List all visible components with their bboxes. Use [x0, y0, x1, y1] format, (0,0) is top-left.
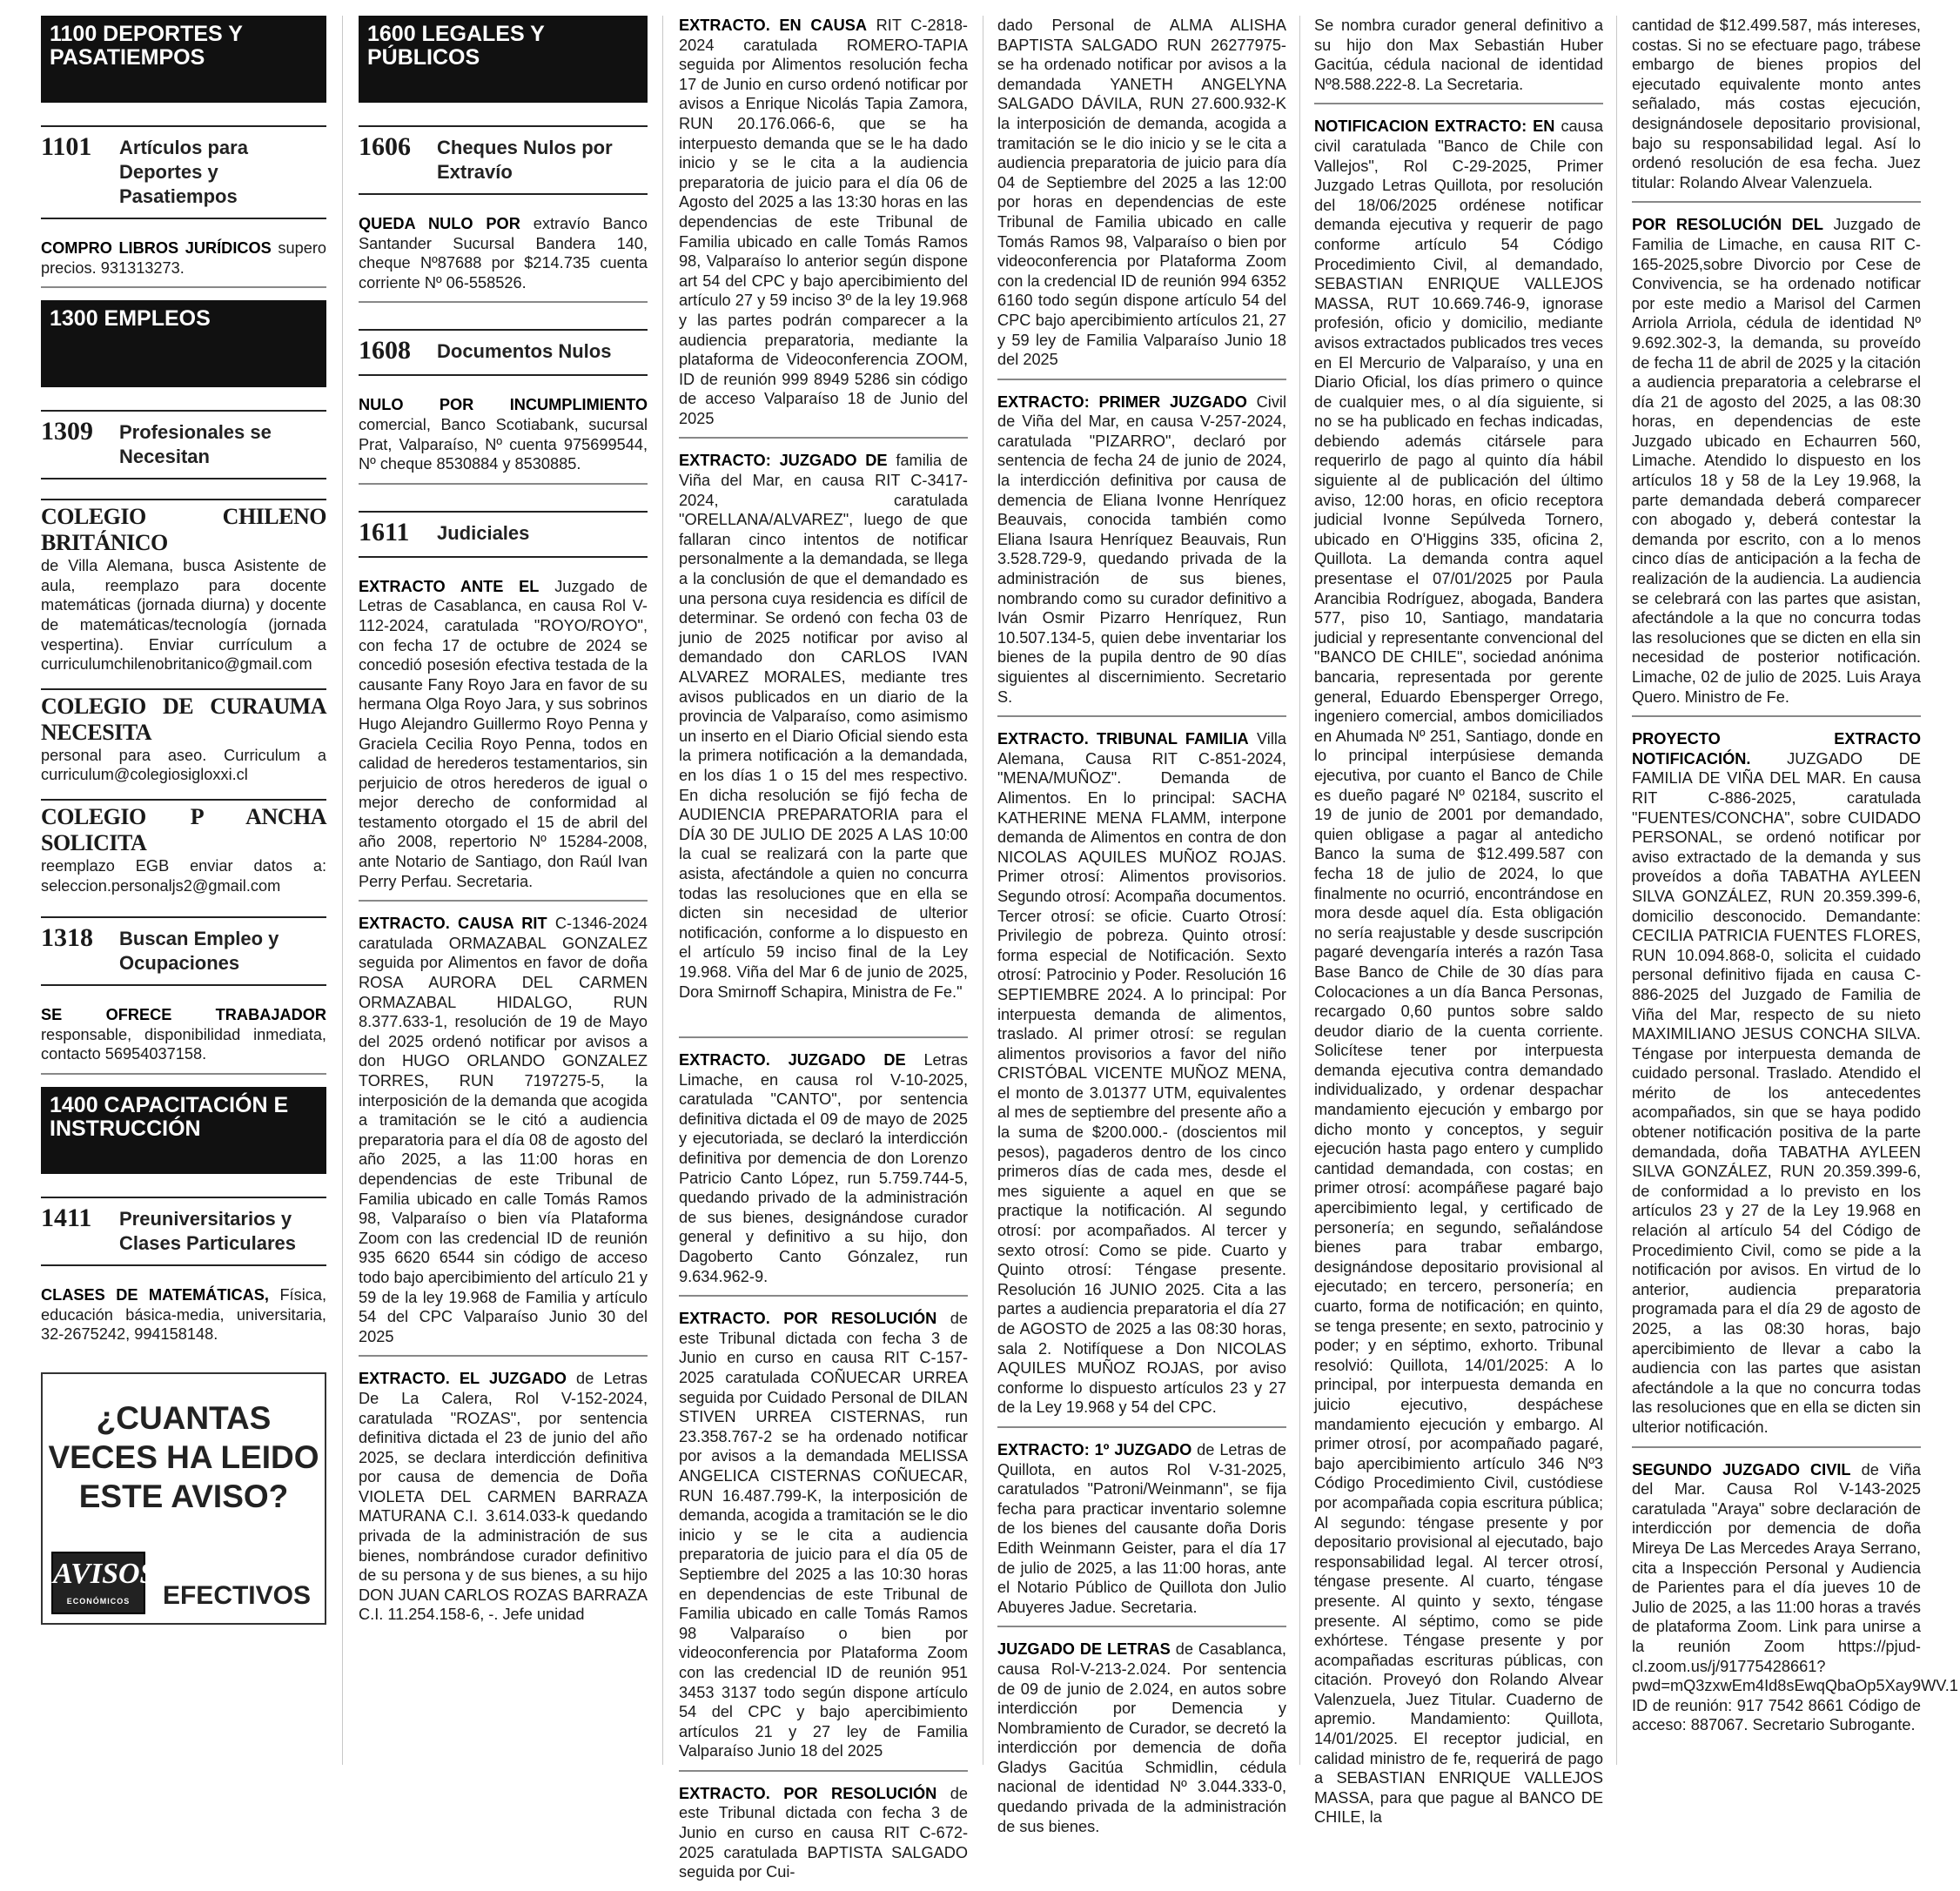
- ad-body: Civil de Viña del Mar, en causa V-257-2024, caratulada "PIZARRO", declaró por sentencia de fecha 24 de junio de 2024, la interdicción definitiva por causa de demencia de Eliana Ivonne Henríquez Beauvais, conocida también como Eliana Isaura Henríquez Beauvais, Run 3.528.729-9, quedando privada de la administración de sus bienes, nombrando como su curador definitivo a Iván Osmir Pizarro Henríquez, Run 10.507.134-5, quien debe inventariar los bienes de la pupila dentro de 90 días siguientes al discernimiento. Secretario S.: [997, 392, 1286, 706]
- subsection-label: Profesionales se Necesitan: [119, 421, 272, 468]
- classified-ad: [997, 729, 1286, 1428]
- ad-body: de este Tribunal dictada con fecha 3 de Junio en curso en causa RIT C-672-2025 caratulada BAPTISTA SALGADO seguida por Cui-: [679, 1784, 968, 1881]
- section-title: 1300 EMPLEOS: [50, 306, 211, 332]
- ad-lead: EXTRACTO. EN CAUSA: [679, 17, 867, 34]
- classified-ad: [679, 1050, 968, 1297]
- subsection-1309: [41, 410, 326, 479]
- ad-body: causa civil caratulada "Banco de Chile con Vallejos", Rol C-29-2025, Primer Juzgado Letras Quillota, por resolución del 18/06/2025 ordénese notificar demanda ejecutiva y requerir de pago conforme artículo 54 Código Procedimiento Civil, al demandado, SEBASTIAN ENRIQUE VALLEJOS MASSA, RUT 10.669.746-9, ignorase profesión, oficio y domicilio, mediante avisos extractados publicados tres veces en El Mercurio de Valparaíso, y una en Diario Oficial, los días primero o quince de cualquier mes, o al día siguiente, si no se ha publicado en fechas indicadas, debiendo además citársele para requerirlo de pago al quinto día hábil siguiente al de publicación del último aviso, 12:00 horas, en oficio receptora judicial Ivonne Sepúlveda Tornero, ubicado en O'Higgins 335, oficina 2, Quillota. La demanda contra aquel presentase el 07/01/2025 por Paula Arancibia Rodríguez, abogada, Bandera 577, piso 10, Santiago, mandataria judicial y representante convencional del "BANCO DE CHILE", sociedad anónima bancaria, representada por gerente general, Eduardo Ebensperger Orrego, ingeniero comercial, ambos domiciliados en Ahumada Nº 251, Santiago, donde en lo principal interpúsiese demanda ejecutiva, por cuanto el Banco de Chile es dueño pagaré Nº 02184, suscrito el 19 de junio de 2001 por demandado, quien obligase a pagar al antedicho Banco la suma de $12.499.587 con fecha 18 de julio de 2024, lo que finalmente no ocurrió, encontrándose en mora desde aquel día. Esta obligación no sería reajustable y desde suscripción pagaré devengaría interés a razón Tasa Base Banco de Chile de 30 días para Colocaciones a un día Banca Personas, recargado 0,60 puntos sobre saldo deudor diario de la cuenta corriente. Solicítese tener por interpuesta demanda ejecutiva contra demandado individualizado, y ordenar despachar mandamiento ejecución y embargo por dicho monto y conceptos, y seguir ejecución hasta pago entero y cumplido cantidad demandada, con costas; en primer otrosí: acompáñese pagaré bajo apercibimiento legal, y certificado de personería; en segundo, señalándose bienes para trabar embargo, designándose depositario provisional al ejecutado; en tercero, personería; en cuarto, forma de notificación; en quinto, se tenga presente; en sexto, patrocinio y poder; y en séptimo, exhorto. Tribunal resolvió: Quillota, 14/01/2025: A lo principal, por interpuesta demanda en juicio ejecutivo, despáchese mandamiento ejecución y embargo. Al primer otrosí, por acompañado pagaré, bajo apercibimiento artículo 346 Nº3 Código Procedimiento Civil, custódiese por acompañada copia escritura pública; Al segundo: téngase presente y por depositario provisional al ejecutado, bajo responsabilidad legal. Al tercer otrosí, téngase presente. Al cuarto, téngase presente. Al quinto y sexto, téngase presente. Al séptimo, como se pide exhórtese. Téngase presente y por acompañadas escrituras públicas, con citación. Proveyó don Rolando Alvear Valenzuela, Juez Titular. Cuaderno de apremio. Mandamiento: Quillota, 14/01/2025. El receptor judicial, en calidad ministro de fe, requerirá de pago a SEBASTIAN ENRIQUE VALLEJOS MASSA, para que pague al BANCO DE CHILE, la: [1314, 117, 1603, 1827]
- classified-ad: [679, 451, 968, 1038]
- classified-ad: [41, 688, 326, 794]
- classified-ad: [1632, 215, 1921, 717]
- ad-lead: NULO POR INCUMPLIMIENTO: [359, 396, 648, 414]
- classified-ad: [997, 392, 1286, 718]
- section-title: 1600 LEGALES Y PÚBLICOS: [367, 22, 545, 70]
- ad-body: familia de Viña del Mar, en causa RIT C-3417-2024, caratulada "ORELLANA/ALVAREZ", luego de que fallaran cinco intentos de notificar personalmente a la demandada, se llega a la conclusión de que el demandado es una persona cuya residencia es difícil de determinar. Se ordenó con fecha 03 de junio de 2025 notificar por aviso al demandado don CARLOS IVAN ALVAREZ MORALES, mediante tres avisos publicados en un diario de la provincia de Valparaíso, como asimismo un inserto en el Diario Oficial siendo esta la primera notificación a la demandada, en los días 1 o 15 del mes respectivo. En dicha resolución se fijó fecha de AUDIENCIA PREPARATORIA para el DÍA 30 DE JULIO DE 2025 A LAS 10:00 la cual se realizará con la parte que asista, afectándole a quien no concurra todas las resoluciones que en ella se dicten sin necesidad de ulterior notificación, conforme a lo dispuesto en el artículo 59 inciso final de la Ley 19.968. Viña del Mar 6 de junio de 2025, Dora Smirnoff Schapira, Ministra de Fe.": [679, 452, 968, 1001]
- column-6: [1632, 16, 1958, 1765]
- subsection-number: 1606: [359, 132, 411, 161]
- ad-lead: EXTRACTO: PRIMER JUZGADO: [997, 392, 1247, 411]
- subsection-1611: [359, 511, 648, 558]
- subsection-1318: [41, 916, 326, 986]
- logo-text: AVISOS: [53, 1557, 157, 1590]
- subsection-label: Buscan Empleo y Ocupaciones: [119, 928, 279, 975]
- ad-lead: EXTRACTO. JUZGADO DE: [679, 1051, 906, 1070]
- ad-body: RIT C-2818-2024 caratulada ROMERO-TAPIA seguida por Alimentos resolución fecha 17 de Junio en curso ordenó notificar por avisos a Enrique Nicolás Tapia Zamora, RUN 20.176.066-6, que se ha interpuesto demanda que se le ha dado inicio y se le cita a la audiencia preparatoria de juicio para el día 06 de Agosto del 2025 a las 13:30 horas en las dependencias de este Tribunal de Familia ubicado en calle Tomás Ramos 98, Valparaíso lo anterior según dispone art 54 del CPC y bajo apercibimiento del artículo 27 y 59 inciso 3º de la ley 19.968 y las partes podrán comparecer a la audiencia preparatoria, mediante la plataforma de Videoconferencia ZOOM, ID de reunión 999 8949 5286 sin código de acceso Valparaíso 18 de Junio del 2025: [679, 17, 968, 427]
- subsection-1101: [41, 125, 326, 219]
- subsection-label: Cheques Nulos por Extravío: [437, 137, 613, 183]
- ad-body: de Letras de Quillota, en autos Rol V-31-2025, caratulados "Patroni/Weinmann", se fija fecha para practicar inventario solemne de los bienes del causante doña Doris Edith Weinmann Geister, para el día 17 de julio de 2025, a las 11:00 horas, ante el Notario Público de Quillota don Julio Abuyeres Jadue. Secretaria.: [997, 1440, 1287, 1616]
- ad-body: supero precios. 931313273.: [41, 239, 326, 277]
- subsection-number: 1411: [41, 1203, 92, 1232]
- ad-body: de Viña del Mar. Causa Rol V-143-2025 caratulada "Araya" sobre declaración de interdicción por demencia de doña Mireya De Las Mercedes Araya Serrano, cita a Inspección Personal y Audiencia de Parientes para el día jueves 10 de Julio de 2025, a las 11:00 horas a través de plataforma Zoom. Link para unirse a la reunión Zoom https://pjud-cl.zoom.us/j/91775428661?pwd=mQ3zxwEm4Id8sEwqQbaOp5Xay9WV.1 ID de reunión: 917 7542 8661 Código de acceso: 887067. Secretario Subrogante.: [1632, 1460, 1958, 1734]
- column-5: [1314, 16, 1603, 1827]
- subsection-number: 1608: [359, 336, 411, 365]
- ad-body: Se nombra curador general definitivo a su hijo don Max Sebastián Huber Gacitúa, cédula nacional de identidad Nº8.588.222-8. La Secretaria.: [1314, 17, 1603, 93]
- subsection-1606: [359, 125, 648, 195]
- promo-box: [41, 1372, 326, 1625]
- ad-lead: EXTRACTO: JUZGADO DE: [679, 452, 888, 470]
- ad-lead: COMPRO LIBROS JURÍDICOS: [41, 239, 272, 257]
- logo-subtext: ECONÓMICOS: [66, 1596, 131, 1606]
- subsection-number: 1309: [41, 417, 93, 446]
- ad-body: C-1346-2024 caratulada ORMAZABAL GONZALEZ seguida por Alimentos en favor de doña ROSA AURORA DEL CARMEN ORMAZABAL HIDALGO, RUN 8.377.633-1, resolución de 19 de Mayo del 2025 ordenó notificar por avisos a don HUGO ORLANDO GONZALEZ TORRES, RUN 7197275-5, la interposición de la demanda que acogida a tramitación se le citó a audiencia preparatoria para el día 08 de agosto del año 2025, a las 11:00 horas en dependencias de este Tribunal de Familia ubicado en calle Tomás Ramos 98, Valparaíso o bien vía Plataforma Zoom con las credencial ID de reunión 935 6620 6544 sin código de acceso todo bajo apercibimiento del artículo 21 y 59 de la ley 19.968 de Familia y artículo 54 del CPC Valparaíso Junio 30 del 2025: [359, 915, 648, 1345]
- ad-lead: EXTRACTO. POR RESOLUCIÓN: [679, 1784, 937, 1802]
- ad-lead: EXTRACTO ANTE EL: [359, 577, 540, 595]
- subsection-label: Documentos Nulos: [437, 340, 612, 363]
- section-header-1600: [359, 16, 648, 103]
- classified-ad: [997, 1640, 1286, 1845]
- ad-lead: CLASES DE MATEMÁTICAS,: [41, 1285, 269, 1304]
- classified-ad: [41, 799, 326, 904]
- classified-ad: [41, 1285, 326, 1353]
- ad-title: COLEGIO CHILENO BRITÁNICO: [41, 499, 326, 556]
- classified-ad: [41, 1005, 326, 1075]
- classified-ad: [359, 577, 648, 902]
- ad-lead: EXTRACTO. TRIBUNAL FAMILIA: [997, 730, 1249, 748]
- classified-ad: [359, 1369, 648, 1633]
- column-1: [41, 16, 326, 1765]
- avisos-logo: [51, 1552, 157, 1614]
- ad-title: COLEGIO P ANCHA SOLICITA: [41, 799, 326, 856]
- ad-lead: QUEDA NULO POR: [359, 215, 520, 232]
- classified-ad: [1632, 16, 1921, 203]
- classified-ad: [41, 499, 326, 683]
- promo-text: ¿CUANTAS VECES HA LEIDO ESTE AVISO?: [48, 1399, 319, 1514]
- ad-body: cantidad de $12.499.587, más intereses, costas. Si no se efectuare pago, trábese embargo de bienes propios del ejecutado equivalente monto antes señalado, más costas ejecución, designándosele depositario provisional, bajo su responsabilidad legal. Así lo ordenó resolución de esa fecha. Juez titular: Rolando Alvear Valenzuela.: [1632, 17, 1921, 191]
- ad-body: Juzgado de Letras de Casablanca, en causa Rol V-112-2024, caratulada "ROYO/ROYO", con fecha 17 de octubre de 2024 se concedió posesión efectiva testada de la causante Fany Royo Jara en favor de su hermana Olga Royo Jara, y sus sobrinos Hugo Alejandro Guillermo Royo Penna y Graciela Cecilia Royo Penna, todos en calidad de herederos testamentarios, sin perjuicio de otros herederos de igual o mejor derecho de conformidad al testamento otorgado el 15 de abril del año 2008, repertorio Nº 15284-2008, ante Notario de Santiago, don Raúl Ivan Perry Perfau. Secretaria.: [359, 577, 648, 890]
- column-4: [997, 16, 1287, 1835]
- classified-ad: [679, 1309, 968, 1772]
- classified-ad: [359, 395, 648, 484]
- ad-body: Física, educación básica-media, universitaria, 32-2675242, 994158148.: [41, 1285, 326, 1344]
- subsection-1411: [41, 1197, 326, 1266]
- subsection-number: 1101: [41, 132, 92, 161]
- ad-body: dado Personal de ALMA ALISHA BAPTISTA SALGADO RUN 26277975-se ha ordenado notificar por avisos a la demandada YANETH ANGELYNA SALGADO DÁVILA, RUN 27.600.932-K la interposición de demanda, acogida a tramitación se le dio inicio y se le cita a audiencia preparatoria de juicio para día 04 de Septiembre del 2025 a las 12:00 por horas en dependencias de este Tribunal de Familia ubicado en calle Tomás Ramos 98, Valparaíso o bien por videoconferencia por Plataforma Zoom con la credencial ID de reunión 994 6352 6160 todo según dispone artículo 54 del CPC bajo apercibimiento artículos 21, 27 y 59 ley de Familia Valparaíso Junio 18 del 2025: [997, 17, 1286, 369]
- section-title: 1400 CAPACITACIÓN E INSTRUCCIÓN: [50, 1092, 289, 1141]
- ad-body: comercial, Banco Scotiabank, sucursal Prat, Valparaíso, Nº cuenta 975699544, Nº cheque 8530884 y 8530885.: [359, 415, 648, 473]
- classified-ad: [679, 1784, 968, 1891]
- classified-ad: [679, 16, 968, 439]
- column-divider: [342, 16, 343, 1765]
- classified-ad: [1632, 1460, 1958, 1744]
- ad-body: reemplazo EGB enviar datos a: seleccion.personaljs2@gmail.com: [41, 856, 326, 895]
- ad-body: de Letras De La Calera, Rol V-152-2024, caratulada "ROZAS", por sentencia definitiva dictada el 23 de junio del año 2025, se declara interdicción definitiva por causa de demencia de Doña VIOLETA DEL CARMEN BARRAZA MATURANA C.I. 3.614.033-k quedando privada de la administración de sus bienes, nombrándose curador definitivo de su persona y de sus bienes, a su hijo DON JUAN CARLOS ROZAS BARRAZA C.I. 11.254.158-6, -. Jefe unidad: [359, 1370, 648, 1624]
- ad-body: de Casablanca, causa Rol-V-213-2.024. Por sentencia de 09 de junio de 2.024, en autos sobre interdicción por Demencia y Nombramiento de Curador, se decretó la interdicción por demencia de doña Gladys Gacitúa Schmidlin, cédula nacional de identidad Nº 3.044.333-0, quedando privada de la administración de sus bienes.: [997, 1640, 1286, 1835]
- subsection-label: Artículos para Deportes y Pasatiempos: [119, 137, 248, 207]
- ad-lead: NOTIFICACION EXTRACTO: EN: [1314, 117, 1555, 136]
- classified-ad: [997, 16, 1286, 380]
- ad-body: personal para aseo. Curriculum a curriculum@colegiosigloxxi.cl: [41, 746, 326, 784]
- subsection-label: Judiciales: [437, 521, 530, 544]
- classified-ad: [997, 1440, 1286, 1627]
- ad-body: extravío Banco Santander Sucursal Bandera 140, cheque Nº87688 por $214.735 cuenta corriente Nº 06-558526.: [359, 215, 648, 292]
- column-2: [359, 16, 648, 1765]
- classified-ad: [1314, 117, 1603, 1836]
- section-header-1100: [41, 16, 326, 103]
- ad-body: JUZGADO DE FAMILIA DE VIÑA DEL MAR. En causa RIT C-886-2025, caratulada "FUENTES/CONCHA", sobre CUIDADO PERSONAL, se ordenó notificar por aviso extractado de la demanda y sus proveídos a doña TABATHA AYLEEN SILVA GONZÁLEZ, RUN 20.359.399-6, domicilio desconocido. Demandante: CECILIA PATRICIA FUENTES FLORES, RUN 10.094.868-0, solicita el cuidado personal definitivo fijada en causa C-886-2025 del Juzgado de Familia de Viña del Mar, respecto de su nieto MAXIMILIANO JESUS CONCHA SILVA. Téngase por interpuesta demanda de cuidado personal. Traslado. Atendido el mérito de los antecedentes acompañados, sin que se haya podido obtener notificación positiva de la parte demandada, doña TABATHA AYLEEN SILVA GONZÁLEZ, RUN 20.359.399-6, de conformidad a lo previsto en los artículos 23 y 27 de la Ley 19.968 en relación al artículo 54 del Código de Procedimiento Civil, como se pide a la notificación por avisos. En virtud de lo anterior, audiencia preparatoria programada para el día 29 de agosto de 2025, a las 08:30 horas, bajo apercibimiento de llevar a cabo la audiencia con las partes que asistan afectándole a la que no concurra todas las resoluciones que en ella se dicten sin ulterior notificación.: [1632, 749, 1921, 1436]
- classified-ad: [1314, 16, 1603, 104]
- ad-body: Villa Alemana, Causa RIT C-851-2024, "MENA/MUÑOZ". Demanda de Alimentos. En lo principal: SACHA KATHERINE MENA FLAMM, interpone demanda de Alimentos en contra de don NICOLAS AQUILES MUÑOZ ROJAS. Primer otrosí: Alimentos provisorios. Segundo otrosí: Acompaña documentos. Tercer otrosí: se oficie. Cuarto Otrosí: Privilegio de pobreza. Quinto otrosí: forma especial de Notificación. Sexto otrosí: Patrocinio y Poder. Resolución 16 SEPTIEMBRE 2024. A lo principal: Por interpuesta demanda de alimentos, traslado. Al primer otrosí: se regulan alimentos provisorios a favor del niño CRISTÓBAL VICENTE MUÑOZ MENA, el monto de 3.01377 UTM, equivalentes al mes de septiembre del presente año a la suma de $200.000.- (doscientos mil pesos), pagaderos dentro de los cinco primeros días de cada mes, desde el mes siguiente a aquel en que se practique la notificación. Al segundo otrosí: por acompañados. Al tercer y sexto otrosí: Como se pide. Cuarto y Quinto otrosí: Téngase presente. Resolución 16 JUNIO 2025. Cita a las partes a audiencia preparatoria el día 27 de AGOSTO de 2025 a las 08:30 horas, sala 2. Notifíquese a Don NICOLAS AQUILES MUÑOZ ROJAS, por aviso conforme lo dispuesto artículos 23 y 27 de la Ley 19.968 y 54 del CPC.: [997, 730, 1287, 1417]
- subsection-1608: [359, 329, 648, 376]
- column-3: [679, 16, 968, 1881]
- ad-lead: EXTRACTO. EL JUZGADO: [359, 1370, 567, 1388]
- classified-ad: [359, 214, 648, 303]
- ad-body: de este Tribunal dictada con fecha 3 de Junio en curso en causa RIT C-157-2025 caratulada COÑUECAR URREA seguida por Cuidado Personal de DILAN STIVEN URREA CISTERNAS, run 23.358.767-2 se ha ordenado notificar por avisos a la demandada MELISSA ANGELICA CISTERNAS COÑUECAR, RUN 16.487.799-K, la interposición de demanda, acogida a tramitación se le dio inicio y se le cita a audiencia preparatoria de juicio para el día 05 de Septiembre del 2025 a las 10:30 horas en dependencias de este Tribunal de Familia ubicado en calle Tomás Ramos 98 Valparaíso o bien por videoconferencia por Plataforma Zoom con las credencial ID de reunión 951 3453 3137 todo según dispone artículo 54 del CPC y bajo apercibimiento artículos 21 y 27 ley de Familia Valparaíso Junio 18 del 2025: [679, 1310, 968, 1760]
- classified-ad: [1632, 729, 1921, 1447]
- ad-title: COLEGIO DE CURAUMA NECESITA: [41, 688, 326, 746]
- ad-lead: EXTRACTO: 1º JUZGADO: [997, 1440, 1192, 1458]
- section-title: 1100 DEPORTES Y PASATIEMPOS: [50, 22, 243, 70]
- section-header-1400: [41, 1087, 326, 1174]
- subsection-label: Preuniversitarios y Clases Particulares: [119, 1207, 297, 1254]
- ad-lead: JUZGADO DE LETRAS: [997, 1640, 1171, 1659]
- ad-lead: PROYECTO EXTRACTO NOTIFICACIÓN.: [1632, 730, 1921, 768]
- promo-efectivos: EFECTIVOS: [162, 1580, 311, 1610]
- classified-ad: [359, 914, 648, 1357]
- column-divider: [1299, 16, 1300, 1765]
- ad-lead: POR RESOLUCIÓN DEL: [1632, 216, 1824, 234]
- ad-lead: EXTRACTO. CAUSA RIT: [359, 915, 547, 933]
- column-divider: [662, 16, 663, 1765]
- classified-ad: [41, 238, 326, 288]
- subsection-number: 1611: [359, 517, 410, 547]
- ad-lead: EXTRACTO. POR RESOLUCIÓN: [679, 1310, 937, 1328]
- subsection-number: 1318: [41, 923, 93, 953]
- ad-lead: SE OFRECE TRABAJADOR: [41, 1006, 326, 1024]
- ad-body: de Villa Alemana, busca Asistente de aula, reemplazo para docente matemáticas (jornada diurna) y docente de matemáticas/tecnología (jornada vespertina). Enviar currículum a curriculumchilenobritanico@gmail.com: [41, 557, 326, 674]
- ad-body: Juzgado de Familia de Limache, en causa RIT C-165-2025,sobre Divorcio por Cese de Convivencia, se ha ordenado notificar por este medio a Marisol del Carmen Arriola Arriola, cédula de identidad Nº 9.692.302-3, la demanda, su proveído de fecha 11 de abril de 2025 y la citación a audiencia preparatoria a celebrarse el día 21 de agosto del 2025, a las 08:30 horas, en dependencias de este Juzgado ubicado en Echaurren 560, Limache. Atendido lo dispuesto en los artículos 18 y 58 de la Ley 19.968, la parte demandada deberá comparecer con abogado y, deberá contestar la demanda por escrito, con a lo menos cinco días de anticipación a la fecha de realización de la audiencia. La audiencia se celebrará con las partes que asistan, afectándole a la que no concurra todas las resoluciones que se dicten en ella sin necesidad de posterior notificación. Limache, 02 de julio de 2025. Luis Araya Quero. Ministro de Fe.: [1632, 216, 1921, 706]
- ad-body: Letras Limache, en causa rol V-10-2025, caratulada "CANTO", por sentencia definitiva dictada el 09 de mayo de 2025 y ejecutoriada, se declaró la interdicción definitiva por demencia de don Lorenzo Patricio Canto López, run 5.759.744-5, quedando privado de la administración de sus bienes, designándose curador general y definitivo a su hijo, don Dagoberto Canto Gónzalez, run 9.634.962-9.: [679, 1051, 968, 1285]
- section-header-1300: [41, 300, 326, 387]
- ad-lead: SEGUNDO JUZGADO CIVIL: [1632, 1460, 1851, 1479]
- ad-body: responsable, disponibilidad inmediata, contacto 56954037158.: [41, 1025, 326, 1063]
- column-divider: [1616, 16, 1617, 1765]
